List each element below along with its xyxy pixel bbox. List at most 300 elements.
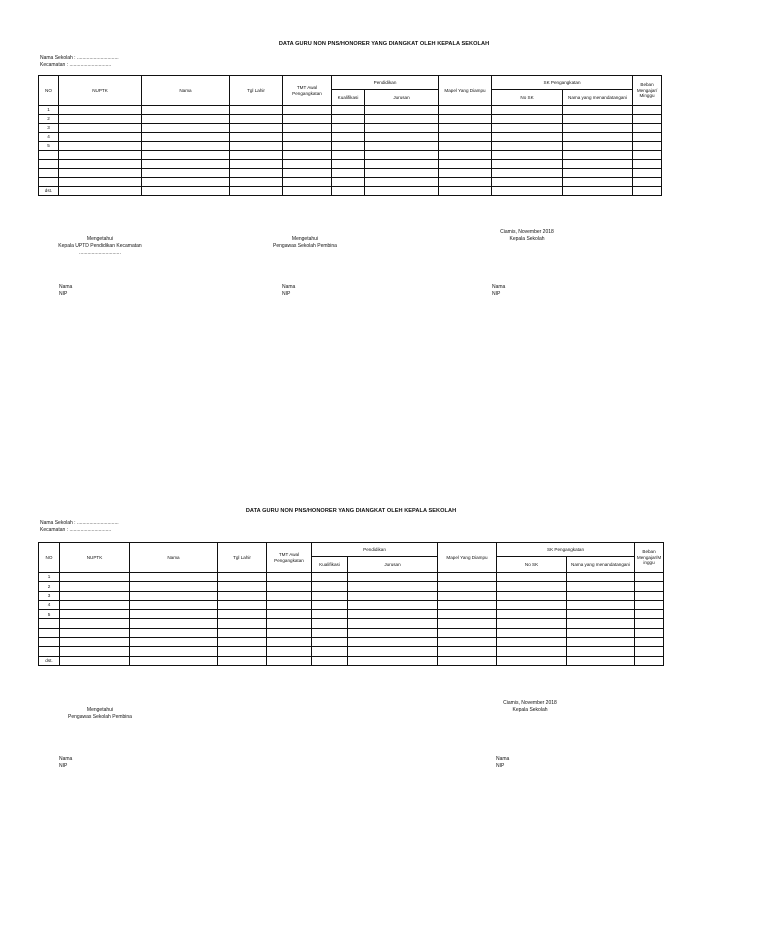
table-cell bbox=[348, 573, 438, 582]
form1-nama-sekolah: Nama Sekolah : .............................. bbox=[40, 55, 119, 61]
table-cell bbox=[312, 573, 348, 582]
table-cell bbox=[439, 106, 492, 115]
table-cell bbox=[283, 115, 332, 124]
table-cell bbox=[283, 187, 332, 196]
table-cell bbox=[60, 573, 130, 582]
table-cell bbox=[142, 142, 230, 151]
row-number bbox=[39, 151, 59, 160]
header-nama: Nama bbox=[130, 543, 218, 573]
table-row bbox=[39, 160, 662, 169]
table-cell bbox=[365, 106, 439, 115]
sig-uptd-nama: Nama bbox=[59, 284, 73, 290]
row-number: 5 bbox=[39, 610, 60, 619]
sig-uptd-line1: Mengetahui bbox=[86, 236, 114, 242]
form2-sig-pengawas bbox=[40, 707, 160, 721]
row-number: 5 bbox=[39, 142, 59, 151]
table-cell bbox=[312, 610, 348, 619]
table-cell bbox=[563, 115, 633, 124]
table-cell bbox=[348, 638, 438, 647]
table-cell bbox=[267, 628, 312, 637]
sig-pengawas-nip: NIP bbox=[282, 291, 291, 297]
table-cell bbox=[332, 124, 365, 133]
form2-sig-pengawas-name bbox=[59, 756, 72, 770]
table-cell bbox=[348, 610, 438, 619]
table-cell bbox=[142, 169, 230, 178]
table-cell bbox=[332, 142, 365, 151]
table-cell bbox=[142, 160, 230, 169]
table-row bbox=[39, 142, 662, 151]
sig-kepsek-line2: Kepala Sekolah bbox=[509, 236, 545, 242]
table-row bbox=[39, 628, 664, 637]
table-cell bbox=[130, 647, 218, 656]
table-cell bbox=[332, 178, 365, 187]
table-cell bbox=[312, 647, 348, 656]
table-cell bbox=[497, 600, 567, 609]
table-cell bbox=[633, 115, 662, 124]
table-cell bbox=[230, 151, 283, 160]
header-beban: Beban Mengajar/M inggu bbox=[635, 543, 664, 573]
row-number bbox=[39, 647, 60, 656]
table-cell bbox=[633, 142, 662, 151]
table-row bbox=[39, 582, 664, 591]
table-row bbox=[39, 647, 664, 656]
table-cell bbox=[267, 647, 312, 656]
header-penandatangan: Nama yang menandatangani bbox=[567, 557, 635, 573]
form1-sig-kepsek-name bbox=[492, 284, 505, 298]
table-cell bbox=[60, 638, 130, 647]
form2-sig-kepsek-name bbox=[496, 756, 509, 770]
table-cell bbox=[283, 160, 332, 169]
table-cell bbox=[312, 591, 348, 600]
table-cell bbox=[348, 656, 438, 665]
header-tmt: TMT Awal Pengangkatan bbox=[267, 543, 312, 573]
table-cell bbox=[567, 591, 635, 600]
table-cell bbox=[633, 160, 662, 169]
form1-sig-uptd-name bbox=[59, 284, 72, 298]
header-kualifikasi: Kualifikasi bbox=[332, 90, 365, 106]
table-cell bbox=[497, 638, 567, 647]
header-no-sk: No SK bbox=[497, 557, 567, 573]
table-cell bbox=[59, 124, 142, 133]
table-cell bbox=[563, 142, 633, 151]
sig-kepsek-nip: NIP bbox=[492, 291, 501, 297]
table-cell bbox=[635, 573, 664, 582]
table-cell bbox=[439, 160, 492, 169]
header-tmt: TMT Awal Pengangkatan bbox=[283, 76, 332, 106]
header-tgl-lahir: Tgl Lahir bbox=[230, 76, 283, 106]
table-cell bbox=[365, 160, 439, 169]
table-cell bbox=[365, 124, 439, 133]
table-cell bbox=[633, 106, 662, 115]
header-pendidikan: Pendidikan bbox=[312, 543, 438, 557]
table-row bbox=[39, 591, 664, 600]
table-cell bbox=[439, 178, 492, 187]
table-cell bbox=[218, 591, 267, 600]
table-cell bbox=[492, 178, 563, 187]
row-number bbox=[39, 638, 60, 647]
table-cell bbox=[267, 591, 312, 600]
table-cell bbox=[567, 600, 635, 609]
header-sk: SK Pengangkatan bbox=[492, 76, 633, 90]
table-cell bbox=[267, 638, 312, 647]
table-cell bbox=[230, 124, 283, 133]
table-row bbox=[39, 178, 662, 187]
table-cell bbox=[635, 600, 664, 609]
table-row bbox=[39, 133, 662, 142]
table-cell bbox=[59, 160, 142, 169]
table-cell bbox=[59, 142, 142, 151]
table-row bbox=[39, 106, 662, 115]
table-cell bbox=[635, 619, 664, 628]
table-cell bbox=[60, 647, 130, 656]
table-cell bbox=[142, 187, 230, 196]
table-cell bbox=[130, 628, 218, 637]
form2-title: DATA GURU NON PNS/HONORER YANG DIANGKAT OLEH KEPALA SEKOLAH bbox=[245, 508, 457, 514]
table-cell bbox=[365, 187, 439, 196]
table-cell bbox=[130, 582, 218, 591]
sig-pengawas-line2: Pengawas Sekolah Pembina bbox=[68, 714, 132, 720]
form1-table bbox=[38, 75, 662, 196]
form2-table bbox=[38, 542, 664, 666]
table-cell bbox=[438, 638, 497, 647]
table-cell bbox=[130, 619, 218, 628]
table-cell bbox=[365, 142, 439, 151]
table-cell bbox=[635, 582, 664, 591]
table-cell bbox=[230, 106, 283, 115]
table-cell bbox=[218, 647, 267, 656]
sig-pengawas-nip: NIP bbox=[59, 763, 68, 769]
table-cell bbox=[60, 582, 130, 591]
table-cell bbox=[230, 133, 283, 142]
table-cell bbox=[218, 628, 267, 637]
table-cell bbox=[438, 600, 497, 609]
table-cell bbox=[267, 582, 312, 591]
table-cell bbox=[633, 124, 662, 133]
table-cell bbox=[348, 628, 438, 637]
sig-pengawas-line1: Mengetahui bbox=[86, 707, 114, 713]
table-cell bbox=[497, 573, 567, 582]
form1-kecamatan: Kecamatan : .............................. bbox=[40, 62, 112, 68]
table-cell bbox=[59, 133, 142, 142]
table-cell bbox=[312, 619, 348, 628]
sig-kepsek-place-date: Ciamis, November 2018 bbox=[503, 700, 557, 706]
table-cell bbox=[439, 142, 492, 151]
table-cell bbox=[283, 151, 332, 160]
row-number: 1 bbox=[39, 573, 60, 582]
header-no: NO bbox=[39, 543, 60, 573]
table-cell bbox=[365, 151, 439, 160]
table-cell bbox=[60, 591, 130, 600]
table-cell bbox=[59, 151, 142, 160]
table-cell bbox=[267, 573, 312, 582]
table-cell bbox=[283, 178, 332, 187]
sig-uptd-line2: Kepala UPTD Pendidikan Kecamatan bbox=[58, 243, 142, 249]
sig-uptd-line3: .............................. bbox=[79, 250, 121, 256]
table-cell bbox=[567, 573, 635, 582]
header-tgl-lahir: Tgl Lahir bbox=[218, 543, 267, 573]
table-cell bbox=[365, 115, 439, 124]
table-cell bbox=[60, 619, 130, 628]
row-number: 2 bbox=[39, 582, 60, 591]
row-number bbox=[39, 619, 60, 628]
table-cell bbox=[492, 133, 563, 142]
table-cell bbox=[60, 628, 130, 637]
table-cell bbox=[563, 106, 633, 115]
table-cell bbox=[60, 610, 130, 619]
header-nuptk: NUPTK bbox=[60, 543, 130, 573]
table-cell bbox=[497, 610, 567, 619]
row-number bbox=[39, 628, 60, 637]
table-cell bbox=[492, 187, 563, 196]
table-row bbox=[39, 115, 662, 124]
table-cell bbox=[130, 591, 218, 600]
table-row bbox=[39, 573, 664, 582]
table-cell bbox=[348, 647, 438, 656]
row-number bbox=[39, 169, 59, 178]
table-cell bbox=[267, 619, 312, 628]
table-cell bbox=[563, 133, 633, 142]
table-cell bbox=[438, 619, 497, 628]
table-cell bbox=[230, 160, 283, 169]
table-cell bbox=[438, 656, 497, 665]
table-cell bbox=[230, 142, 283, 151]
table-cell bbox=[130, 573, 218, 582]
header-beban: Beban Mengajar/ Minggu bbox=[633, 76, 662, 106]
table-cell bbox=[283, 142, 332, 151]
form1-sig-pengawas-name bbox=[282, 284, 295, 298]
table-row bbox=[39, 638, 664, 647]
table-cell bbox=[130, 656, 218, 665]
table-cell bbox=[218, 582, 267, 591]
table-cell bbox=[230, 169, 283, 178]
row-number bbox=[39, 160, 59, 169]
table-row bbox=[39, 169, 662, 178]
header-pendidikan: Pendidikan bbox=[332, 76, 439, 90]
table-cell bbox=[218, 573, 267, 582]
table-cell bbox=[312, 656, 348, 665]
table-cell bbox=[230, 187, 283, 196]
row-number: 4 bbox=[39, 133, 59, 142]
table-cell bbox=[59, 178, 142, 187]
sig-kepsek-nip: NIP bbox=[496, 763, 505, 769]
table-cell bbox=[633, 133, 662, 142]
table-cell bbox=[635, 656, 664, 665]
table-cell bbox=[130, 610, 218, 619]
sig-pengawas-line1: Mengetahui bbox=[291, 236, 319, 242]
table-cell bbox=[492, 160, 563, 169]
table-cell bbox=[142, 124, 230, 133]
table-cell bbox=[492, 124, 563, 133]
table-cell bbox=[312, 628, 348, 637]
table-cell bbox=[438, 628, 497, 637]
table-cell bbox=[60, 656, 130, 665]
table-cell bbox=[439, 124, 492, 133]
table-row bbox=[39, 124, 662, 133]
table-cell bbox=[497, 582, 567, 591]
row-number: 4 bbox=[39, 600, 60, 609]
table-cell bbox=[563, 178, 633, 187]
form1-sig-uptd bbox=[40, 236, 160, 257]
table-cell bbox=[563, 124, 633, 133]
sig-kepsek-line2: Kepala Sekolah bbox=[512, 707, 548, 713]
table-cell bbox=[348, 582, 438, 591]
table-cell bbox=[130, 600, 218, 609]
table-cell bbox=[218, 638, 267, 647]
table-cell bbox=[332, 169, 365, 178]
table-cell bbox=[439, 133, 492, 142]
table-cell bbox=[142, 151, 230, 160]
table-cell bbox=[59, 115, 142, 124]
header-mapel: Mapel Yang Diampu bbox=[438, 543, 497, 573]
table-cell bbox=[439, 115, 492, 124]
sig-uptd-nip: NIP bbox=[59, 291, 68, 297]
table-cell bbox=[142, 115, 230, 124]
table-cell bbox=[567, 619, 635, 628]
table-cell bbox=[567, 582, 635, 591]
table-cell bbox=[567, 647, 635, 656]
table-cell bbox=[563, 160, 633, 169]
row-number: dst. bbox=[39, 656, 60, 665]
table-cell bbox=[635, 591, 664, 600]
table-cell bbox=[332, 151, 365, 160]
table-cell bbox=[438, 582, 497, 591]
table-cell bbox=[348, 619, 438, 628]
table-cell bbox=[312, 638, 348, 647]
table-cell bbox=[59, 169, 142, 178]
table-cell bbox=[633, 169, 662, 178]
form1-title: DATA GURU NON PNS/HONORER YANG DIANGKAT OLEH KEPALA SEKOLAH bbox=[278, 41, 490, 47]
table-cell bbox=[283, 133, 332, 142]
table-cell bbox=[312, 582, 348, 591]
table-cell bbox=[142, 133, 230, 142]
header-kualifikasi: Kualifikasi bbox=[312, 557, 348, 573]
table-cell bbox=[218, 619, 267, 628]
form2-nama-sekolah: Nama Sekolah : .............................. bbox=[40, 520, 119, 526]
header-sk: SK Pengangkatan bbox=[497, 543, 635, 557]
table-cell bbox=[497, 628, 567, 637]
table-cell bbox=[563, 187, 633, 196]
table-row bbox=[39, 600, 664, 609]
sig-pengawas-nama: Nama bbox=[59, 756, 73, 762]
table-cell bbox=[563, 169, 633, 178]
table-cell bbox=[492, 169, 563, 178]
table-cell bbox=[492, 142, 563, 151]
table-cell bbox=[142, 178, 230, 187]
table-cell bbox=[439, 151, 492, 160]
table-cell bbox=[492, 106, 563, 115]
table-cell bbox=[563, 151, 633, 160]
table-cell bbox=[497, 619, 567, 628]
row-number bbox=[39, 178, 59, 187]
header-no-sk: No SK bbox=[492, 90, 563, 106]
table-cell bbox=[59, 106, 142, 115]
table-cell bbox=[567, 610, 635, 619]
table-cell bbox=[142, 106, 230, 115]
table-cell bbox=[218, 600, 267, 609]
form1-sig-pengawas bbox=[250, 236, 360, 250]
table-cell bbox=[567, 638, 635, 647]
table-cell bbox=[332, 106, 365, 115]
table-cell bbox=[633, 187, 662, 196]
table-cell bbox=[60, 600, 130, 609]
table-cell bbox=[218, 656, 267, 665]
table-cell bbox=[332, 160, 365, 169]
header-penandatangan: Nama yang menandatangani bbox=[563, 90, 633, 106]
row-number: 1 bbox=[39, 106, 59, 115]
table-cell bbox=[633, 178, 662, 187]
table-cell bbox=[635, 638, 664, 647]
table-cell bbox=[267, 610, 312, 619]
header-nama: Nama bbox=[142, 76, 230, 106]
table-row bbox=[39, 656, 664, 665]
table-cell bbox=[348, 591, 438, 600]
table-cell bbox=[567, 628, 635, 637]
table-cell bbox=[439, 169, 492, 178]
table-cell bbox=[218, 610, 267, 619]
table-cell bbox=[438, 647, 497, 656]
table-cell bbox=[635, 647, 664, 656]
table-cell bbox=[365, 169, 439, 178]
sig-pengawas-nama: Nama bbox=[282, 284, 296, 290]
header-mapel: Mapel Yang Diampu bbox=[439, 76, 492, 106]
form2-sig-kepsek bbox=[490, 700, 570, 714]
table-row bbox=[39, 187, 662, 196]
table-cell bbox=[635, 610, 664, 619]
table-cell bbox=[283, 106, 332, 115]
table-cell bbox=[635, 628, 664, 637]
table-cell bbox=[332, 115, 365, 124]
table-cell bbox=[497, 591, 567, 600]
table-cell bbox=[497, 647, 567, 656]
table-cell bbox=[283, 169, 332, 178]
table-cell bbox=[492, 151, 563, 160]
sig-kepsek-place-date: Ciamis, November 2018 bbox=[500, 229, 554, 235]
table-cell bbox=[230, 178, 283, 187]
table-cell bbox=[438, 610, 497, 619]
table-cell bbox=[348, 600, 438, 609]
table-cell bbox=[283, 124, 332, 133]
header-jurusan: Jurusan bbox=[348, 557, 438, 573]
row-number: 3 bbox=[39, 591, 60, 600]
table-cell bbox=[230, 115, 283, 124]
row-number: 2 bbox=[39, 115, 59, 124]
header-no: NO bbox=[39, 76, 59, 106]
table-cell bbox=[365, 133, 439, 142]
table-cell bbox=[492, 115, 563, 124]
header-nuptk: NUPTK bbox=[59, 76, 142, 106]
table-cell bbox=[497, 656, 567, 665]
header-jurusan: Jurusan bbox=[365, 90, 439, 106]
table-row bbox=[39, 619, 664, 628]
row-number: dst. bbox=[39, 187, 59, 196]
table-cell bbox=[438, 591, 497, 600]
table-cell bbox=[439, 187, 492, 196]
table-cell bbox=[267, 600, 312, 609]
table-cell bbox=[312, 600, 348, 609]
table-cell bbox=[267, 656, 312, 665]
form2-kecamatan: Kecamatan : .............................. bbox=[40, 527, 112, 533]
table-cell bbox=[59, 187, 142, 196]
sig-pengawas-line2: Pengawas Sekolah Pembina bbox=[273, 243, 337, 249]
table-cell bbox=[332, 133, 365, 142]
table-cell bbox=[438, 573, 497, 582]
table-cell bbox=[633, 151, 662, 160]
table-row bbox=[39, 151, 662, 160]
table-cell bbox=[332, 187, 365, 196]
table-row bbox=[39, 610, 664, 619]
sig-kepsek-nama: Nama bbox=[496, 756, 510, 762]
table-cell bbox=[130, 638, 218, 647]
